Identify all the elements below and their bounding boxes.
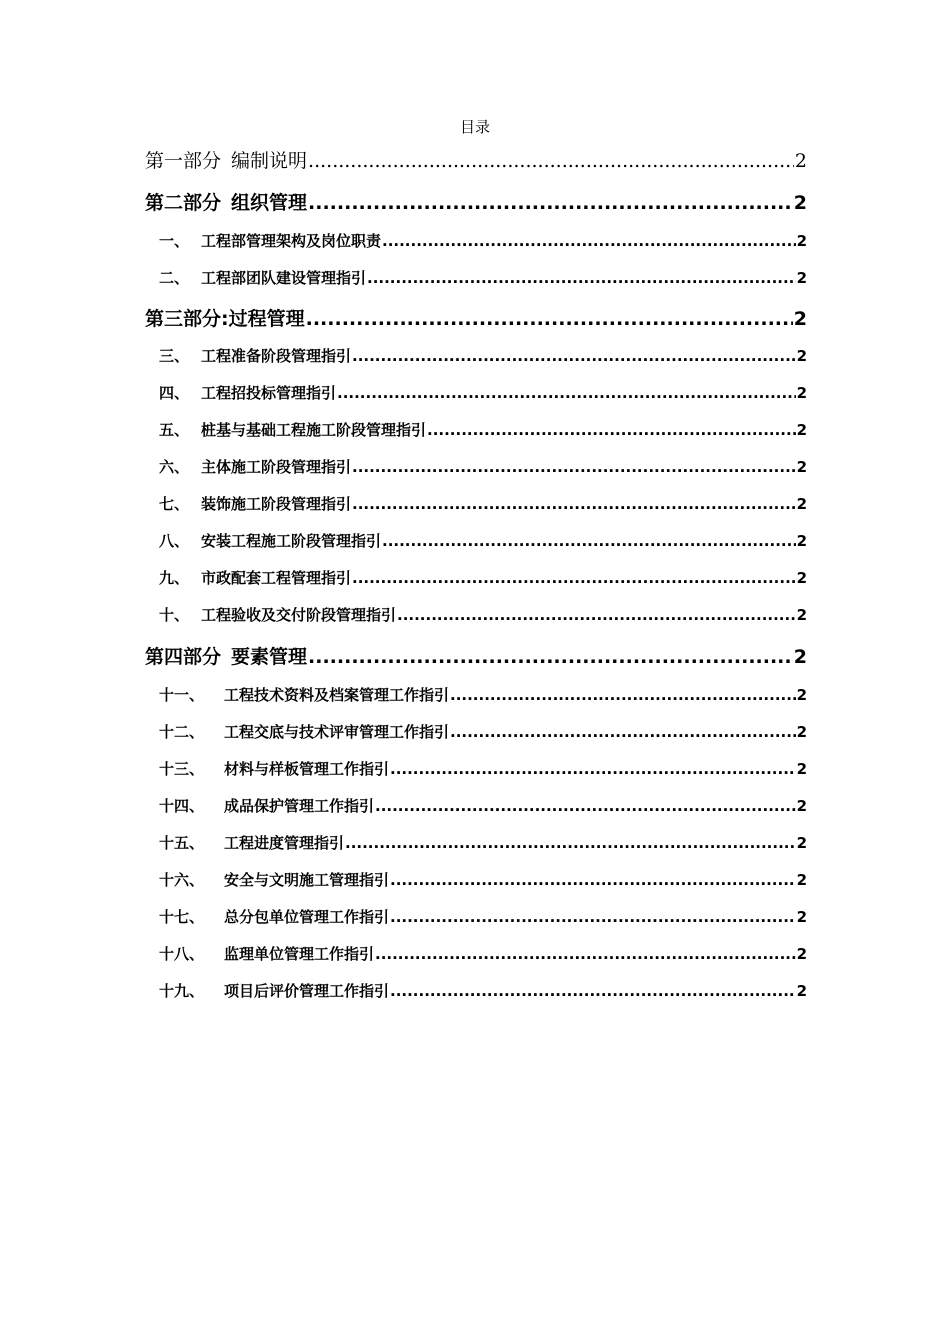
toc-entry[interactable] (145, 684, 807, 705)
toc-entry[interactable] (145, 493, 807, 514)
toc-entry-page-number: 2 (793, 308, 807, 330)
toc-entry[interactable] (145, 906, 807, 927)
toc-dot-leader (306, 308, 793, 330)
toc-entry-title: 装饰施工阶段管理指引 (201, 495, 352, 513)
toc-entry-page-number: 2 (793, 646, 807, 668)
toc-entry-title: 过程管理 (228, 308, 305, 330)
toc-entry-number: 八、 (159, 532, 190, 550)
toc-entry-title: 成品保护管理工作指引 (224, 797, 375, 815)
toc-entry-title: 监理单位管理工作指引 (224, 945, 375, 963)
toc-dot-leader (450, 686, 796, 704)
toc-entry-number: 十、 (159, 606, 190, 624)
toc-dot-leader (397, 606, 796, 624)
toc-entry-page-number: 2 (796, 834, 807, 852)
toc-dot-leader (337, 384, 796, 402)
toc-entry-page-number: 2 (796, 569, 807, 587)
toc-entry-number: 十一、 (159, 686, 205, 704)
toc-entry-title: 工程部团队建设管理指引 (201, 269, 367, 287)
toc-entry-number: 十六、 (159, 871, 205, 889)
toc-entry[interactable] (145, 456, 807, 477)
toc-dot-leader (367, 269, 796, 287)
toc-entry-page-number: 2 (796, 686, 807, 704)
toc-entry[interactable] (145, 567, 807, 588)
toc-entry-number: 三、 (159, 347, 190, 365)
toc-dot-leader (345, 834, 796, 852)
toc-entry[interactable] (145, 230, 807, 251)
toc-entry[interactable] (145, 146, 807, 173)
toc-entry-page-number: 2 (796, 384, 807, 402)
toc-entry-number: 十四、 (159, 797, 205, 815)
toc-entry[interactable] (145, 604, 807, 625)
toc-entry-title: 工程交底与技术评审管理工作指引 (224, 723, 450, 741)
toc-entry[interactable] (145, 419, 807, 440)
toc-entry[interactable] (145, 267, 807, 288)
toc-dot-leader (308, 192, 793, 214)
toc-entry[interactable] (145, 943, 807, 964)
toc-entry-number: 第二部分 (145, 192, 222, 214)
toc-entry-title: 桩基与基础工程施工阶段管理指引 (201, 421, 427, 439)
toc-entry-title: 安装工程施工阶段管理指引 (201, 532, 382, 550)
toc-entry-title: 编制说明 (231, 150, 308, 172)
toc-dot-leader (382, 532, 796, 550)
toc-dot-leader (308, 150, 794, 172)
toc-entry[interactable] (145, 721, 807, 742)
toc-entry-page-number: 2 (796, 760, 807, 778)
toc-entry-page-number: 2 (796, 871, 807, 889)
toc-entry-number: 第一部分 (145, 150, 222, 172)
toc-entry-title: 工程验收及交付阶段管理指引 (201, 606, 397, 624)
toc-entry-page-number: 2 (796, 232, 807, 250)
toc-entry-page-number: 2 (796, 347, 807, 365)
toc-entry-page-number: 2 (796, 495, 807, 513)
toc-entry-title: 市政配套工程管理指引 (201, 569, 352, 587)
toc-entry-page-number: 2 (796, 269, 807, 287)
toc-entry-number: 十五、 (159, 834, 205, 852)
toc-entry-number: 十二、 (159, 723, 205, 741)
toc-dot-leader (375, 797, 796, 815)
toc-entry-title: 总分包单位管理工作指引 (224, 908, 390, 926)
toc-entry-page-number: 2 (796, 606, 807, 624)
toc-entry-number: 十八、 (159, 945, 205, 963)
toc-dot-leader (450, 723, 796, 741)
toc-entry-title: 材料与样板管理工作指引 (224, 760, 390, 778)
toc-entry-number: 五、 (159, 421, 190, 439)
toc-entry-number: 第四部分 (145, 646, 222, 668)
toc-entry[interactable] (145, 304, 807, 331)
toc-entry-number: 七、 (159, 495, 190, 513)
toc-title: 目录 (459, 118, 490, 136)
toc-entry-number: 六、 (159, 458, 190, 476)
toc-entry-title: 主体施工阶段管理指引 (201, 458, 352, 476)
toc-entry-title: 工程招投标管理指引 (201, 384, 337, 402)
toc-dot-leader (308, 646, 793, 668)
toc-dot-leader (390, 760, 796, 778)
toc-entry-page-number: 2 (796, 532, 807, 550)
toc-entry[interactable] (145, 530, 807, 551)
toc-entry-page-number: 2 (794, 150, 807, 172)
toc-entry-title: 工程准备阶段管理指引 (201, 347, 352, 365)
toc-entry-title: 工程技术资料及档案管理工作指引 (224, 686, 450, 704)
toc-entry-page-number: 2 (796, 797, 807, 815)
toc-entry-page-number: 2 (796, 723, 807, 741)
toc-dot-leader (352, 569, 796, 587)
toc-entry-page-number: 2 (796, 945, 807, 963)
toc-entry-number: 十三、 (159, 760, 205, 778)
toc-entry[interactable] (145, 869, 807, 890)
toc-dot-leader (375, 945, 796, 963)
toc-entry[interactable] (145, 758, 807, 779)
toc-dot-leader (427, 421, 796, 439)
toc-entry[interactable] (145, 795, 807, 816)
toc-dot-leader (352, 347, 796, 365)
toc-entry[interactable] (145, 642, 807, 669)
toc-dot-leader (390, 982, 796, 1000)
toc-dot-leader (352, 458, 796, 476)
toc-entry-page-number: 2 (796, 421, 807, 439)
toc-entry-number: 十七、 (159, 908, 205, 926)
toc-dot-leader (382, 232, 796, 250)
toc-entry-title: 安全与文明施工管理指引 (224, 871, 390, 889)
toc-entry-title: 项目后评价管理工作指引 (224, 982, 390, 1000)
toc-entry-number: 一、 (159, 232, 190, 250)
toc-entry-number: 第三部分: (145, 308, 229, 330)
toc-entry-number: 二、 (159, 269, 190, 287)
toc-entry-page-number: 2 (796, 908, 807, 926)
toc-dot-leader (352, 495, 796, 513)
toc-entry-number: 十九、 (159, 982, 205, 1000)
toc-entry[interactable] (145, 832, 807, 853)
toc-dot-leader (390, 908, 796, 926)
toc-entry-page-number: 2 (796, 458, 807, 476)
toc-entry[interactable] (145, 980, 807, 1001)
toc-entry[interactable] (145, 188, 807, 215)
toc-entry-number: 四、 (159, 384, 190, 402)
toc-entry-title: 工程部管理架构及岗位职责 (201, 232, 382, 250)
toc-entry-title: 工程进度管理指引 (224, 834, 345, 852)
toc-dot-leader (390, 871, 796, 889)
toc-entry-page-number: 2 (796, 982, 807, 1000)
toc-entry-page-number: 2 (793, 192, 807, 214)
toc-entry-title: 组织管理 (231, 192, 308, 214)
toc-entry[interactable] (145, 382, 807, 403)
toc-entry[interactable] (145, 345, 807, 366)
toc-entry-number: 九、 (159, 569, 190, 587)
toc-entry-title: 要素管理 (231, 646, 308, 668)
